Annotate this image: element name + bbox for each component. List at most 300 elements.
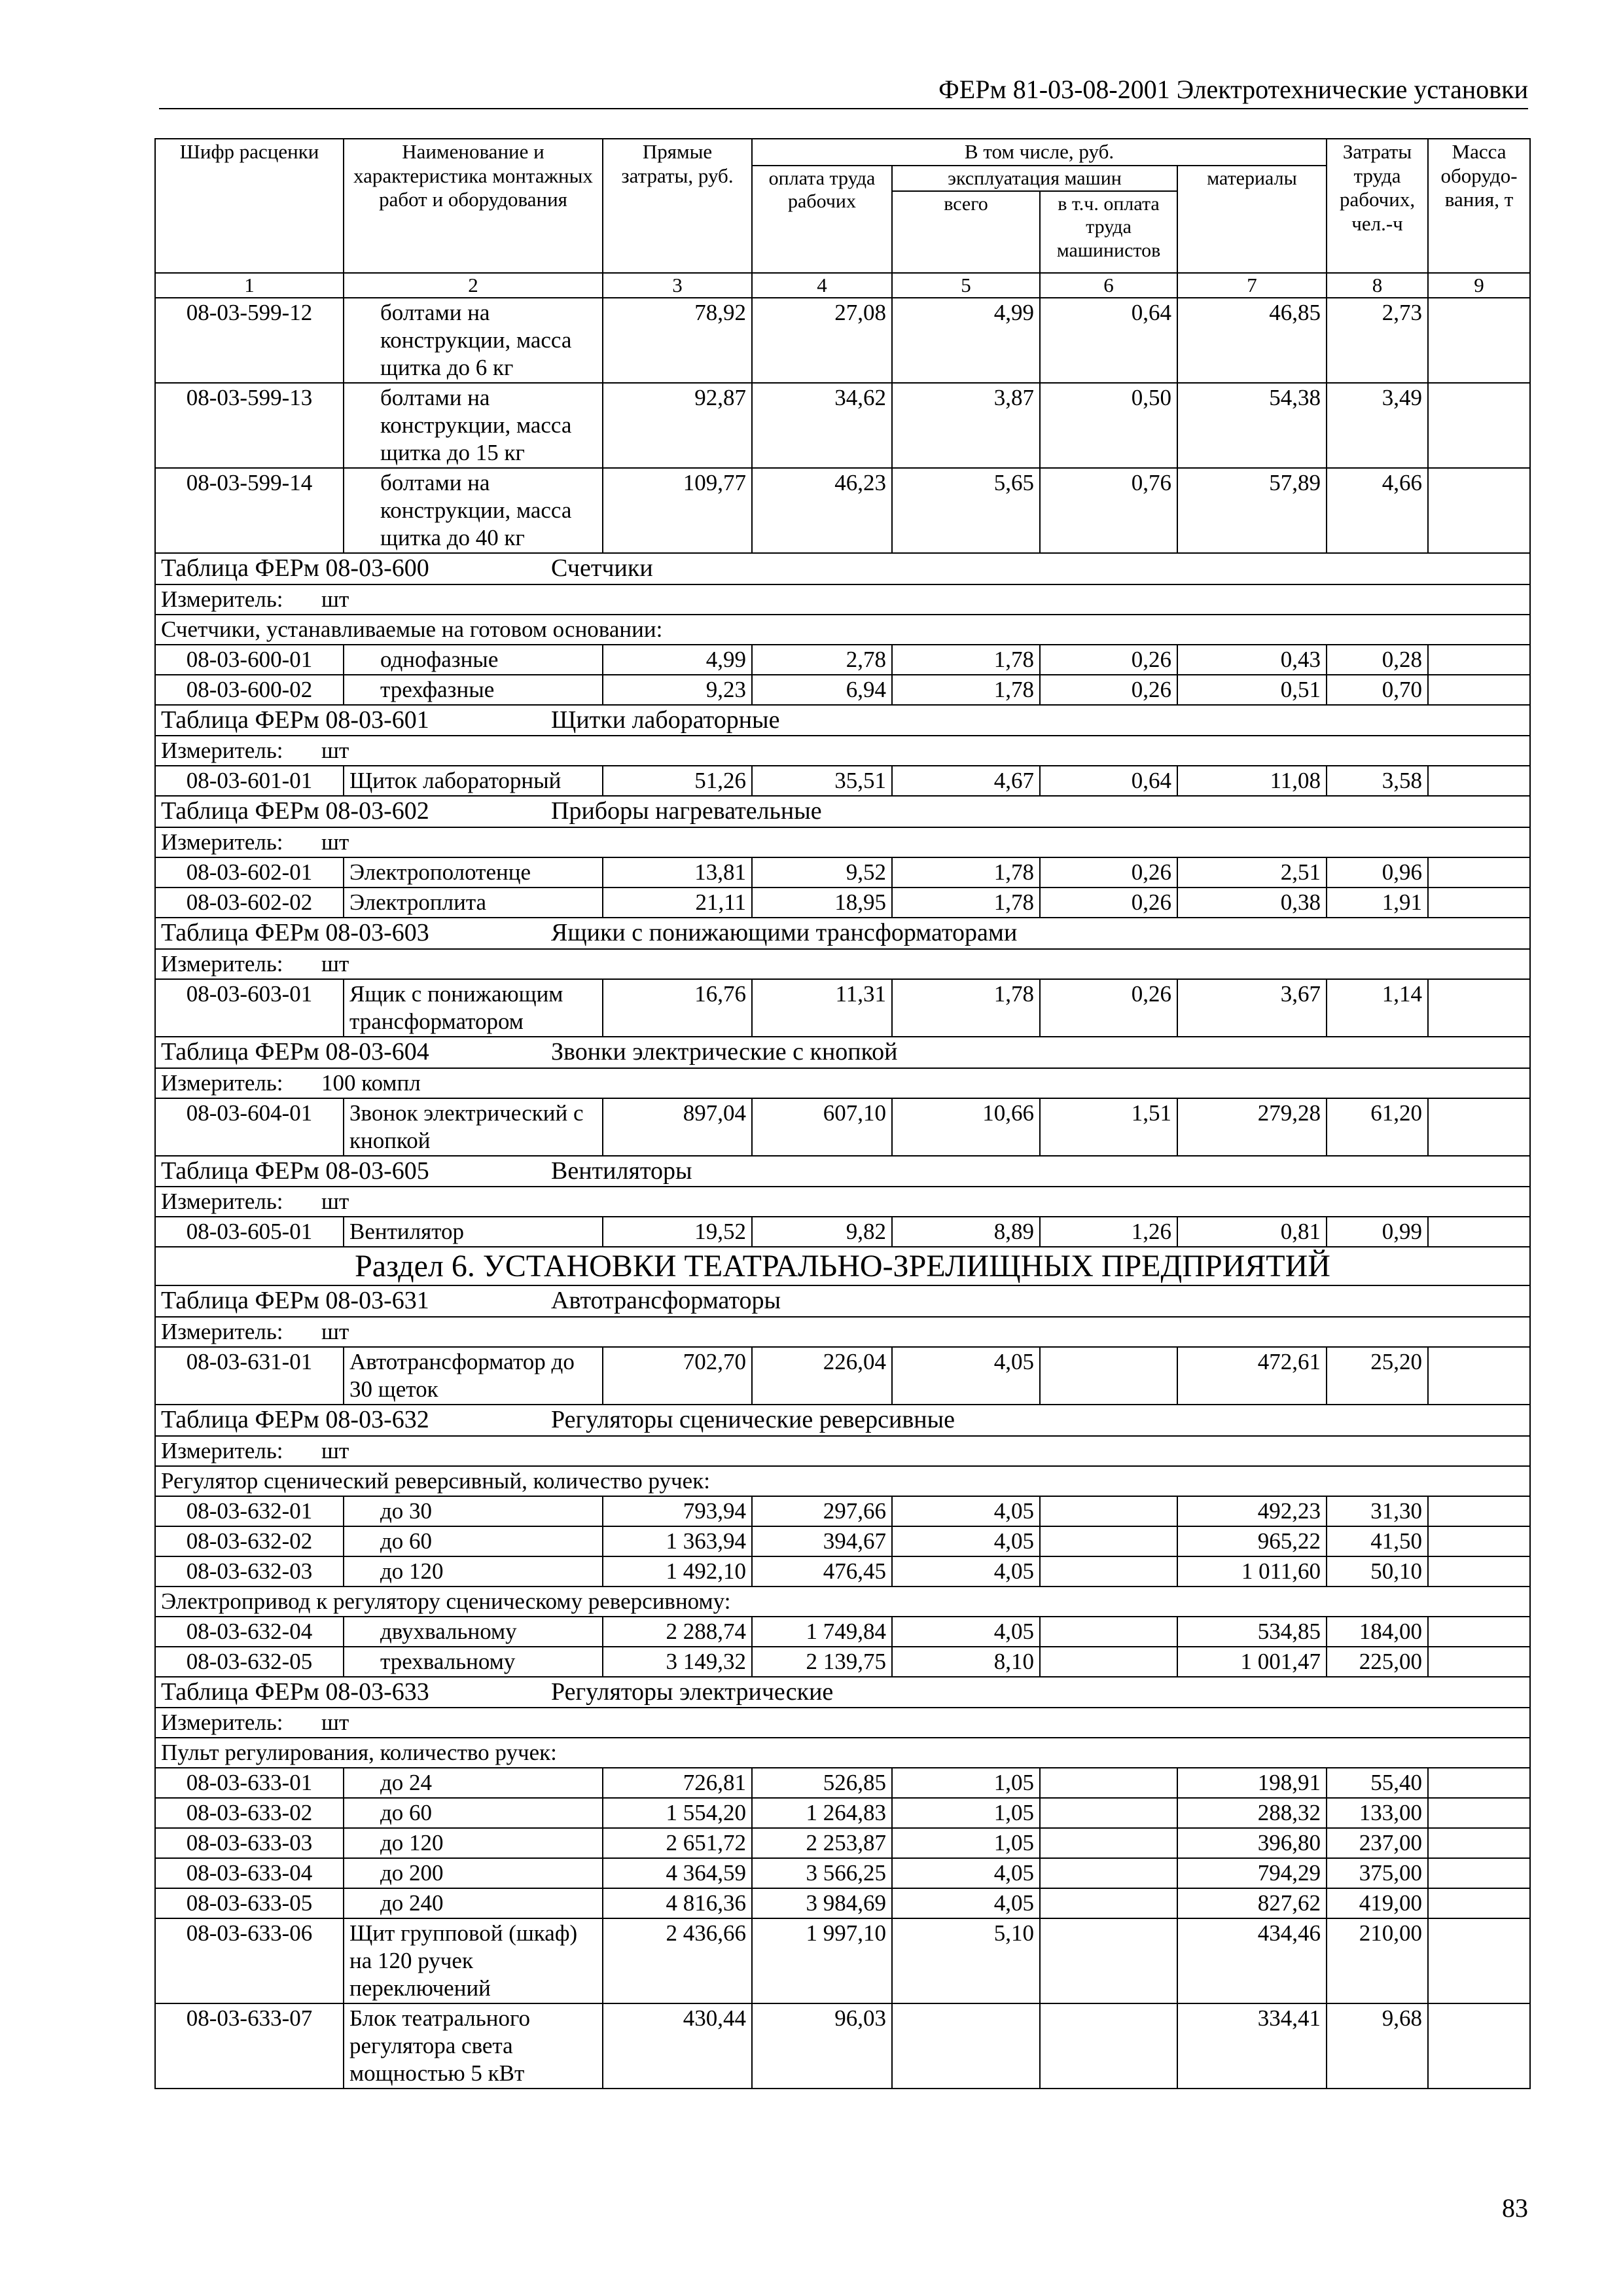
- equipment-mass-cell: [1428, 888, 1530, 918]
- column-number: 1: [155, 273, 344, 298]
- meter-label: Измеритель:: [161, 829, 283, 855]
- direct-costs-cell: 702,70: [603, 1347, 752, 1405]
- materials-cell: 288,32: [1177, 1798, 1327, 1828]
- operator-wages-cell: [1040, 1828, 1177, 1858]
- meter-row: [155, 584, 1530, 615]
- labor-hours-cell: 0,70: [1327, 675, 1428, 705]
- direct-costs-cell: 109,77: [603, 468, 752, 553]
- table-heading-row: [155, 1285, 1530, 1317]
- rate-code: 08-03-632-03: [155, 1556, 344, 1587]
- operator-wages-cell: [1040, 1496, 1177, 1526]
- machines-total-cell: 1,78: [892, 645, 1040, 675]
- rate-code: 08-03-601-01: [155, 766, 344, 796]
- column-number: 2: [344, 273, 603, 298]
- equipment-mass-cell: [1428, 645, 1530, 675]
- col-header-wages: оплата труда рабочих: [752, 166, 892, 273]
- labor-hours-cell: 237,00: [1327, 1828, 1428, 1858]
- worker-wages-cell: 1 997,10: [752, 1918, 892, 2003]
- table-row: [155, 383, 1530, 468]
- materials-cell: 57,89: [1177, 468, 1327, 553]
- machines-total-cell: 4,05: [892, 1526, 1040, 1556]
- table-row: [155, 2003, 1530, 2089]
- rate-code: 08-03-600-02: [155, 675, 344, 705]
- meter-label: Измеритель:: [161, 950, 283, 977]
- materials-cell: 0,81: [1177, 1217, 1327, 1247]
- rate-code: 08-03-602-02: [155, 888, 344, 918]
- direct-costs-cell: 51,26: [603, 766, 752, 796]
- equipment-mass-cell: [1428, 766, 1530, 796]
- materials-cell: 198,91: [1177, 1768, 1327, 1798]
- col-header-direct-costs: Прямые затраты, руб.: [603, 139, 752, 273]
- labor-hours-cell: 50,10: [1327, 1556, 1428, 1587]
- work-name: трехвальному: [344, 1647, 603, 1677]
- table-body: [155, 298, 1530, 2089]
- materials-cell: 534,85: [1177, 1617, 1327, 1647]
- col-header-labor: Затраты труда рабочих, чел.-ч: [1327, 139, 1428, 273]
- table-title: Щитки лабораторные: [551, 706, 780, 734]
- labor-hours-cell: 9,68: [1327, 2003, 1428, 2089]
- work-name: до 60: [344, 1526, 603, 1556]
- table-title: Приборы нагревательные: [551, 797, 822, 825]
- meter-row: [155, 1068, 1530, 1098]
- machines-total-cell: 8,89: [892, 1217, 1040, 1247]
- direct-costs-cell: 21,11: [603, 888, 752, 918]
- machines-total-cell: 5,10: [892, 1918, 1040, 2003]
- direct-costs-cell: 430,44: [603, 2003, 752, 2089]
- table-row: [155, 645, 1530, 675]
- column-number: 4: [752, 273, 892, 298]
- table-title: Автотрансформаторы: [551, 1287, 781, 1315]
- rate-code: 08-03-600-01: [155, 645, 344, 675]
- worker-wages-cell: 526,85: [752, 1768, 892, 1798]
- machines-total-cell: 1,05: [892, 1768, 1040, 1798]
- group-subheading-row: [155, 1466, 1530, 1496]
- labor-hours-cell: 0,28: [1327, 645, 1428, 675]
- meter-row: [155, 1708, 1530, 1738]
- rate-code: 08-03-633-07: [155, 2003, 344, 2089]
- table-label: Таблица ФЕРм 08-03-602: [161, 797, 429, 825]
- rate-code: 08-03-633-02: [155, 1798, 344, 1828]
- equipment-mass-cell: [1428, 1098, 1530, 1156]
- materials-cell: 0,43: [1177, 645, 1327, 675]
- table-title: Счетчики: [551, 554, 653, 583]
- col-header-machines-total: всего: [892, 191, 1040, 273]
- equipment-mass-cell: [1428, 1918, 1530, 2003]
- col-header-materials: материалы: [1177, 166, 1327, 273]
- header-rule: [159, 108, 1528, 109]
- worker-wages-cell: 96,03: [752, 2003, 892, 2089]
- operator-wages-cell: 0,64: [1040, 766, 1177, 796]
- equipment-mass-cell: [1428, 1217, 1530, 1247]
- equipment-mass-cell: [1428, 979, 1530, 1037]
- table-row: [155, 298, 1530, 383]
- table-row: [155, 1217, 1530, 1247]
- operator-wages-cell: [1040, 1556, 1177, 1587]
- operator-wages-cell: [1040, 1888, 1177, 1918]
- worker-wages-cell: 27,08: [752, 298, 892, 383]
- work-name: Щит групповой (шкаф) на 120 ручек переключений: [344, 1918, 603, 2003]
- worker-wages-cell: 2 139,75: [752, 1647, 892, 1677]
- section-heading-row: [155, 1247, 1530, 1285]
- materials-cell: 279,28: [1177, 1098, 1327, 1156]
- rate-code: 08-03-633-01: [155, 1768, 344, 1798]
- work-name: Электрополотенце: [344, 857, 603, 888]
- table-heading-row: [155, 918, 1530, 949]
- operator-wages-cell: [1040, 1347, 1177, 1405]
- labor-hours-cell: 31,30: [1327, 1496, 1428, 1526]
- group-subheading: Пульт регулирования, количество ручек:: [155, 1738, 1530, 1768]
- table-label: Таблица ФЕРм 08-03-632: [161, 1406, 429, 1434]
- equipment-mass-cell: [1428, 1768, 1530, 1798]
- worker-wages-cell: 226,04: [752, 1347, 892, 1405]
- work-name: Звонок электрический с кнопкой: [344, 1098, 603, 1156]
- table-heading-row: [155, 1156, 1530, 1187]
- work-name: до 200: [344, 1858, 603, 1888]
- labor-hours-cell: 133,00: [1327, 1798, 1428, 1828]
- equipment-mass-cell: [1428, 1828, 1530, 1858]
- work-name: до 120: [344, 1828, 603, 1858]
- table-row: [155, 1556, 1530, 1587]
- work-name: двухвальному: [344, 1617, 603, 1647]
- machines-total-cell: 1,78: [892, 979, 1040, 1037]
- operator-wages-cell: 0,26: [1040, 979, 1177, 1037]
- meter-unit: шт: [321, 586, 349, 612]
- work-name: до 240: [344, 1888, 603, 1918]
- machines-total-cell: 4,05: [892, 1888, 1040, 1918]
- rate-code: 08-03-631-01: [155, 1347, 344, 1405]
- materials-cell: 434,46: [1177, 1918, 1327, 2003]
- meter-label: Измеритель:: [161, 738, 283, 764]
- work-name: Щиток лабораторный: [344, 766, 603, 796]
- rates-table: [154, 138, 1531, 2089]
- table-row: [155, 468, 1530, 553]
- rate-code: 08-03-633-04: [155, 1858, 344, 1888]
- materials-cell: 0,38: [1177, 888, 1327, 918]
- meter-unit: шт: [321, 950, 349, 977]
- operator-wages-cell: 0,26: [1040, 888, 1177, 918]
- direct-costs-cell: 13,81: [603, 857, 752, 888]
- rate-code: 08-03-633-06: [155, 1918, 344, 2003]
- col-header-operator-wages: в т.ч. оплата труда машинистов: [1040, 191, 1177, 273]
- col-header-code: Шифр расценки: [155, 139, 344, 273]
- table-title: Вентиляторы: [551, 1157, 692, 1185]
- machines-total-cell: 4,05: [892, 1617, 1040, 1647]
- equipment-mass-cell: [1428, 298, 1530, 383]
- direct-costs-cell: 1 492,10: [603, 1556, 752, 1587]
- direct-costs-cell: 92,87: [603, 383, 752, 468]
- group-subheading-row: [155, 615, 1530, 645]
- worker-wages-cell: 1 264,83: [752, 1798, 892, 1828]
- machines-total-cell: 4,05: [892, 1858, 1040, 1888]
- materials-cell: 3,67: [1177, 979, 1327, 1037]
- work-name: до 120: [344, 1556, 603, 1587]
- work-name: болтами на конструкции, масса щитка до 15 кг: [344, 383, 603, 468]
- machines-total-cell: 1,78: [892, 888, 1040, 918]
- table-heading-row: [155, 705, 1530, 736]
- work-name: до 30: [344, 1496, 603, 1526]
- labor-hours-cell: 225,00: [1327, 1647, 1428, 1677]
- meter-label: Измеритель:: [161, 1319, 283, 1345]
- direct-costs-cell: 4 364,59: [603, 1858, 752, 1888]
- column-number: 8: [1327, 273, 1428, 298]
- labor-hours-cell: 4,66: [1327, 468, 1428, 553]
- worker-wages-cell: 46,23: [752, 468, 892, 553]
- machines-total-cell: 4,05: [892, 1556, 1040, 1587]
- table-row: [155, 888, 1530, 918]
- machines-total-cell: 5,65: [892, 468, 1040, 553]
- direct-costs-cell: 16,76: [603, 979, 752, 1037]
- labor-hours-cell: 3,49: [1327, 383, 1428, 468]
- rate-code: 08-03-599-14: [155, 468, 344, 553]
- table-heading-row: [155, 1037, 1530, 1068]
- equipment-mass-cell: [1428, 1556, 1530, 1587]
- machines-total-cell: 1,78: [892, 675, 1040, 705]
- machines-total-cell: 3,87: [892, 383, 1040, 468]
- meter-unit: 100 компл: [321, 1069, 421, 1096]
- work-name: Блок театрального регулятора света мощностью 5 кВт: [344, 2003, 603, 2089]
- worker-wages-cell: 3 566,25: [752, 1858, 892, 1888]
- equipment-mass-cell: [1428, 1347, 1530, 1405]
- equipment-mass-cell: [1428, 1798, 1530, 1828]
- table-label: Таблица ФЕРм 08-03-605: [161, 1157, 429, 1185]
- labor-hours-cell: 1,14: [1327, 979, 1428, 1037]
- worker-wages-cell: 6,94: [752, 675, 892, 705]
- table-row: [155, 1918, 1530, 2003]
- direct-costs-cell: 1 554,20: [603, 1798, 752, 1828]
- work-name: трехфазные: [344, 675, 603, 705]
- worker-wages-cell: 297,66: [752, 1496, 892, 1526]
- labor-hours-cell: 3,58: [1327, 766, 1428, 796]
- meter-row: [155, 1187, 1530, 1217]
- group-subheading-row: [155, 1738, 1530, 1768]
- materials-cell: 827,62: [1177, 1888, 1327, 1918]
- work-name: до 60: [344, 1798, 603, 1828]
- col-header-mass: Масса оборудо-вания, т: [1428, 139, 1530, 273]
- operator-wages-cell: [1040, 1858, 1177, 1888]
- meter-row: [155, 827, 1530, 857]
- meter-row: [155, 949, 1530, 979]
- operator-wages-cell: 0,26: [1040, 645, 1177, 675]
- operator-wages-cell: [1040, 1798, 1177, 1828]
- materials-cell: 472,61: [1177, 1347, 1327, 1405]
- worker-wages-cell: 2,78: [752, 645, 892, 675]
- machines-total-cell: 1,05: [892, 1828, 1040, 1858]
- materials-cell: 54,38: [1177, 383, 1327, 468]
- column-number: 6: [1040, 273, 1177, 298]
- machines-total-cell: 4,99: [892, 298, 1040, 383]
- work-name: болтами на конструкции, масса щитка до 6 кг: [344, 298, 603, 383]
- operator-wages-cell: [1040, 1918, 1177, 2003]
- worker-wages-cell: 18,95: [752, 888, 892, 918]
- table-row: [155, 979, 1530, 1037]
- meter-label: Измеритель:: [161, 1710, 283, 1736]
- equipment-mass-cell: [1428, 1526, 1530, 1556]
- operator-wages-cell: 0,76: [1040, 468, 1177, 553]
- table-label: Таблица ФЕРм 08-03-633: [161, 1677, 429, 1706]
- table-row: [155, 1647, 1530, 1677]
- work-name: Ящик с понижающим трансформатором: [344, 979, 603, 1037]
- work-name: до 24: [344, 1768, 603, 1798]
- table-row: [155, 1798, 1530, 1828]
- equipment-mass-cell: [1428, 675, 1530, 705]
- labor-hours-cell: 210,00: [1327, 1918, 1428, 2003]
- labor-hours-cell: 1,91: [1327, 888, 1428, 918]
- table-label: Таблица ФЕРм 08-03-604: [161, 1037, 429, 1066]
- materials-cell: 0,51: [1177, 675, 1327, 705]
- equipment-mass-cell: [1428, 468, 1530, 553]
- operator-wages-cell: 1,51: [1040, 1098, 1177, 1156]
- operator-wages-cell: [1040, 1647, 1177, 1677]
- table-row: [155, 857, 1530, 888]
- meter-unit: шт: [321, 1710, 349, 1736]
- labor-hours-cell: 55,40: [1327, 1768, 1428, 1798]
- table-row: [155, 1496, 1530, 1526]
- equipment-mass-cell: [1428, 1858, 1530, 1888]
- materials-cell: 492,23: [1177, 1496, 1327, 1526]
- materials-cell: 2,51: [1177, 857, 1327, 888]
- worker-wages-cell: 35,51: [752, 766, 892, 796]
- rate-code: 08-03-604-01: [155, 1098, 344, 1156]
- rate-code: 08-03-632-05: [155, 1647, 344, 1677]
- meter-unit: шт: [321, 829, 349, 855]
- work-name: Электроплита: [344, 888, 603, 918]
- meter-unit: шт: [321, 1437, 349, 1463]
- equipment-mass-cell: [1428, 857, 1530, 888]
- worker-wages-cell: 1 749,84: [752, 1617, 892, 1647]
- work-name: болтами на конструкции, масса щитка до 40 кг: [344, 468, 603, 553]
- labor-hours-cell: 419,00: [1327, 1888, 1428, 1918]
- operator-wages-cell: 0,50: [1040, 383, 1177, 468]
- labor-hours-cell: 184,00: [1327, 1617, 1428, 1647]
- machines-total-cell: 1,05: [892, 1798, 1040, 1828]
- machines-total-cell: [892, 2003, 1040, 2089]
- materials-cell: 46,85: [1177, 298, 1327, 383]
- direct-costs-cell: 2 436,66: [603, 1918, 752, 2003]
- meter-row: [155, 1436, 1530, 1466]
- direct-costs-cell: 3 149,32: [603, 1647, 752, 1677]
- equipment-mass-cell: [1428, 1617, 1530, 1647]
- meter-unit: шт: [321, 1319, 349, 1345]
- table-row: [155, 766, 1530, 796]
- operator-wages-cell: [1040, 1617, 1177, 1647]
- worker-wages-cell: 34,62: [752, 383, 892, 468]
- operator-wages-cell: 0,26: [1040, 675, 1177, 705]
- table-row: [155, 1858, 1530, 1888]
- materials-cell: 1 001,47: [1177, 1647, 1327, 1677]
- equipment-mass-cell: [1428, 2003, 1530, 2089]
- group-subheading: Регулятор сценический реверсивный, количество ручек:: [155, 1466, 1530, 1496]
- labor-hours-cell: 0,99: [1327, 1217, 1428, 1247]
- table-heading-row: [155, 1405, 1530, 1436]
- table-row: [155, 1098, 1530, 1156]
- worker-wages-cell: 476,45: [752, 1556, 892, 1587]
- direct-costs-cell: 4 816,36: [603, 1888, 752, 1918]
- col-header-including: В том числе, руб.: [752, 139, 1327, 166]
- page-number: 83: [1502, 2193, 1528, 2223]
- table-row: [155, 1828, 1530, 1858]
- table-heading-row: [155, 1677, 1530, 1708]
- rate-code: 08-03-633-03: [155, 1828, 344, 1858]
- equipment-mass-cell: [1428, 1647, 1530, 1677]
- work-name: Вентилятор: [344, 1217, 603, 1247]
- rate-code: 08-03-605-01: [155, 1217, 344, 1247]
- materials-cell: 1 011,60: [1177, 1556, 1327, 1587]
- work-name: однофазные: [344, 645, 603, 675]
- operator-wages-cell: [1040, 2003, 1177, 2089]
- column-number: 9: [1428, 273, 1530, 298]
- machines-total-cell: 4,05: [892, 1496, 1040, 1526]
- direct-costs-cell: 19,52: [603, 1217, 752, 1247]
- column-number: 5: [892, 273, 1040, 298]
- direct-costs-cell: 726,81: [603, 1768, 752, 1798]
- materials-cell: 11,08: [1177, 766, 1327, 796]
- worker-wages-cell: 607,10: [752, 1098, 892, 1156]
- table-label: Таблица ФЕРм 08-03-631: [161, 1287, 429, 1315]
- table-row: [155, 1768, 1530, 1798]
- machines-total-cell: 8,10: [892, 1647, 1040, 1677]
- table-title: Звонки электрические с кнопкой: [551, 1037, 898, 1066]
- table-title: Регуляторы электрические: [551, 1677, 834, 1706]
- work-name: Автотрансформатор до 30 щеток: [344, 1347, 603, 1405]
- group-subheading: Счетчики, устанавливаемые на готовом основании:: [155, 615, 1530, 645]
- table-row: [155, 1526, 1530, 1556]
- column-number: 7: [1177, 273, 1327, 298]
- equipment-mass-cell: [1428, 1496, 1530, 1526]
- worker-wages-cell: 2 253,87: [752, 1828, 892, 1858]
- direct-costs-cell: 1 363,94: [603, 1526, 752, 1556]
- meter-label: Измеритель:: [161, 1069, 283, 1096]
- meter-label: Измеритель:: [161, 1437, 283, 1463]
- worker-wages-cell: 394,67: [752, 1526, 892, 1556]
- column-number: 3: [603, 273, 752, 298]
- worker-wages-cell: 3 984,69: [752, 1888, 892, 1918]
- table-row: [155, 675, 1530, 705]
- worker-wages-cell: 9,82: [752, 1217, 892, 1247]
- materials-cell: 396,80: [1177, 1828, 1327, 1858]
- operator-wages-cell: 0,26: [1040, 857, 1177, 888]
- meter-row: [155, 736, 1530, 766]
- direct-costs-cell: 4,99: [603, 645, 752, 675]
- operator-wages-cell: 1,26: [1040, 1217, 1177, 1247]
- materials-cell: 334,41: [1177, 2003, 1327, 2089]
- worker-wages-cell: 11,31: [752, 979, 892, 1037]
- machines-total-cell: 10,66: [892, 1098, 1040, 1156]
- equipment-mass-cell: [1428, 383, 1530, 468]
- table-row: [155, 1617, 1530, 1647]
- meter-unit: шт: [321, 1189, 349, 1215]
- rate-code: 08-03-599-12: [155, 298, 344, 383]
- labor-hours-cell: 2,73: [1327, 298, 1428, 383]
- machines-total-cell: 4,67: [892, 766, 1040, 796]
- table-title: Ящики с понижающими трансформаторами: [551, 919, 1018, 947]
- direct-costs-cell: 897,04: [603, 1098, 752, 1156]
- meter-label: Измеритель:: [161, 586, 283, 612]
- operator-wages-cell: [1040, 1526, 1177, 1556]
- col-header-name: Наименование и характеристика монтажных работ и оборудования: [344, 139, 603, 273]
- table-title: Регуляторы сценические реверсивные: [551, 1406, 955, 1434]
- table-row: [155, 1888, 1530, 1918]
- operator-wages-cell: 0,64: [1040, 298, 1177, 383]
- table-heading-row: [155, 553, 1530, 584]
- meter-label: Измеритель:: [161, 1189, 283, 1215]
- section-title: Раздел 6. УСТАНОВКИ ТЕАТРАЛЬНО-ЗРЕЛИЩНЫХ ПРЕДПРИЯТИЙ: [155, 1247, 1530, 1285]
- materials-cell: 794,29: [1177, 1858, 1327, 1888]
- labor-hours-cell: 375,00: [1327, 1858, 1428, 1888]
- table-label: Таблица ФЕРм 08-03-601: [161, 706, 429, 734]
- rate-code: 08-03-632-01: [155, 1496, 344, 1526]
- direct-costs-cell: 78,92: [603, 298, 752, 383]
- table-label: Таблица ФЕРм 08-03-600: [161, 554, 429, 583]
